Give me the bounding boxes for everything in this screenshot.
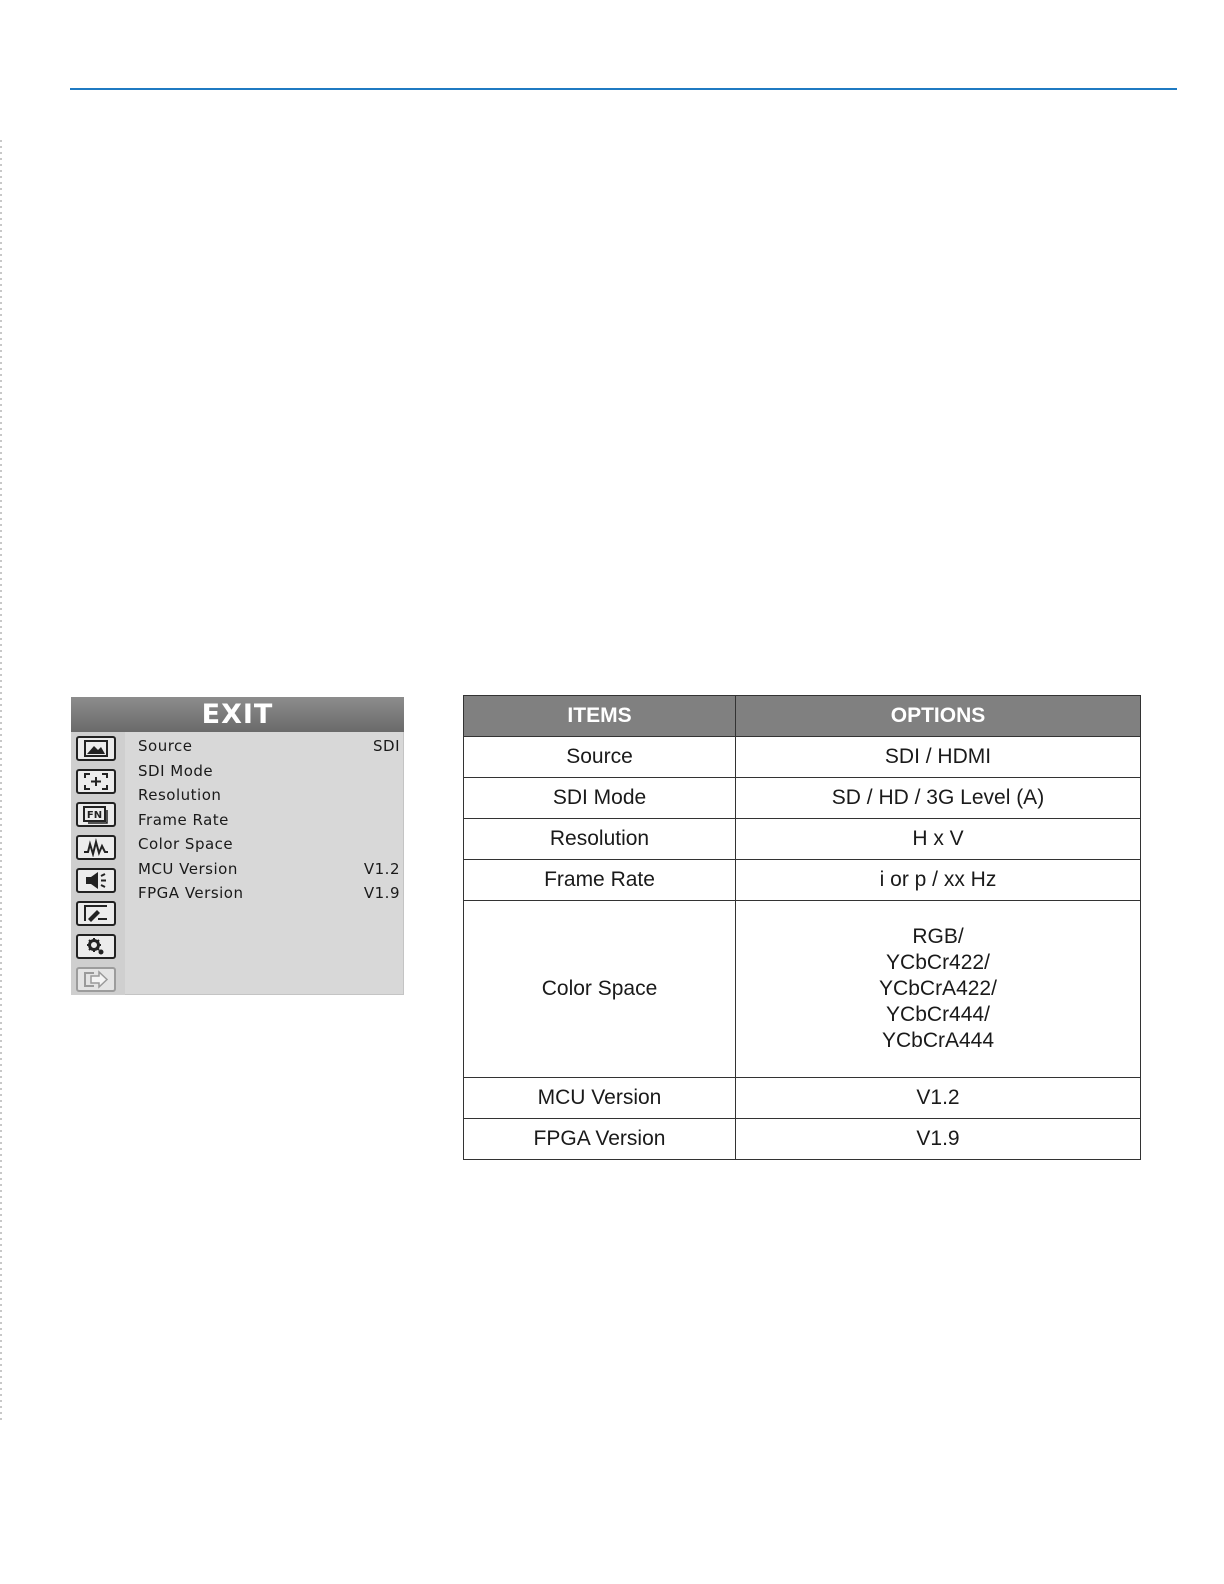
color-space-option: YCbCr422/ [886, 951, 990, 974]
osd-row-resolution [138, 784, 400, 809]
options-cell-color-space [736, 901, 1141, 1078]
osd-row-value: SDI [373, 737, 400, 755]
options-cell: V1.2 [736, 1078, 1141, 1119]
osd-row-label: Source [138, 737, 193, 755]
items-options-table [463, 695, 1141, 1160]
speaker-icon [76, 868, 116, 893]
color-space-option: YCbCrA444 [881, 1029, 995, 1052]
column-header-items: ITEMS [464, 696, 736, 737]
osd-menu-title: EXIT [71, 697, 404, 732]
osd-row-label: SDI Mode [138, 761, 214, 780]
osd-row-source [138, 735, 400, 760]
table-row [464, 778, 1141, 819]
osd-icon-column [71, 732, 125, 995]
fn-icon-label: FN [86, 810, 103, 821]
marker-icon [76, 901, 116, 926]
table-row [464, 860, 1141, 901]
color-space-option: YCbCr444/ [886, 1003, 990, 1026]
header-rule [70, 88, 1177, 90]
osd-row-label: MCU Version [138, 859, 238, 878]
osd-row-label: Color Space [138, 835, 234, 853]
osd-info-list [138, 735, 400, 907]
osd-menu-screenshot [71, 697, 404, 995]
item-cell: Frame Rate [464, 860, 736, 901]
options-cell: SD / HD / 3G Level (A) [736, 778, 1141, 819]
osd-row-value: V1.2 [363, 859, 400, 878]
table-row [464, 1119, 1141, 1160]
osd-row-label: Frame Rate [138, 810, 229, 829]
item-cell: SDI Mode [464, 778, 736, 819]
crosshair-icon [76, 769, 116, 794]
table-row [464, 819, 1141, 860]
settings-icon [76, 934, 116, 959]
item-cell: Source [464, 737, 736, 778]
osd-row-color-space [138, 833, 400, 858]
osd-row-mcu-version [138, 858, 400, 883]
item-cell: MCU Version [464, 1078, 736, 1119]
color-space-option: YCbCrA422/ [879, 977, 997, 1000]
options-cell: SDI / HDMI [736, 737, 1141, 778]
table-row [464, 1078, 1141, 1119]
table-row [464, 737, 1141, 778]
fn-icon [76, 802, 116, 827]
osd-row-value: V1.9 [363, 884, 400, 902]
item-cell: FPGA Version [464, 1119, 736, 1160]
osd-row-fpga-version [138, 882, 400, 907]
osd-row-sdi-mode [138, 760, 400, 785]
table-row [464, 901, 1141, 1078]
waveform-icon [76, 835, 116, 860]
picture-icon [76, 736, 116, 761]
options-cell: i or p / xx Hz [736, 860, 1141, 901]
column-header-options: OPTIONS [736, 696, 1141, 737]
osd-row-label: Resolution [138, 786, 222, 804]
options-cell: H x V [736, 819, 1141, 860]
item-cell: Color Space [464, 901, 736, 1078]
osd-row-label: FPGA Version [138, 884, 244, 902]
color-space-option: RGB/ [912, 925, 964, 948]
item-cell: Resolution [464, 819, 736, 860]
exit-icon [76, 967, 116, 992]
page-margin-dots [0, 140, 2, 1420]
table-header-row [464, 696, 1141, 737]
options-cell: V1.9 [736, 1119, 1141, 1160]
osd-row-frame-rate [138, 809, 400, 834]
